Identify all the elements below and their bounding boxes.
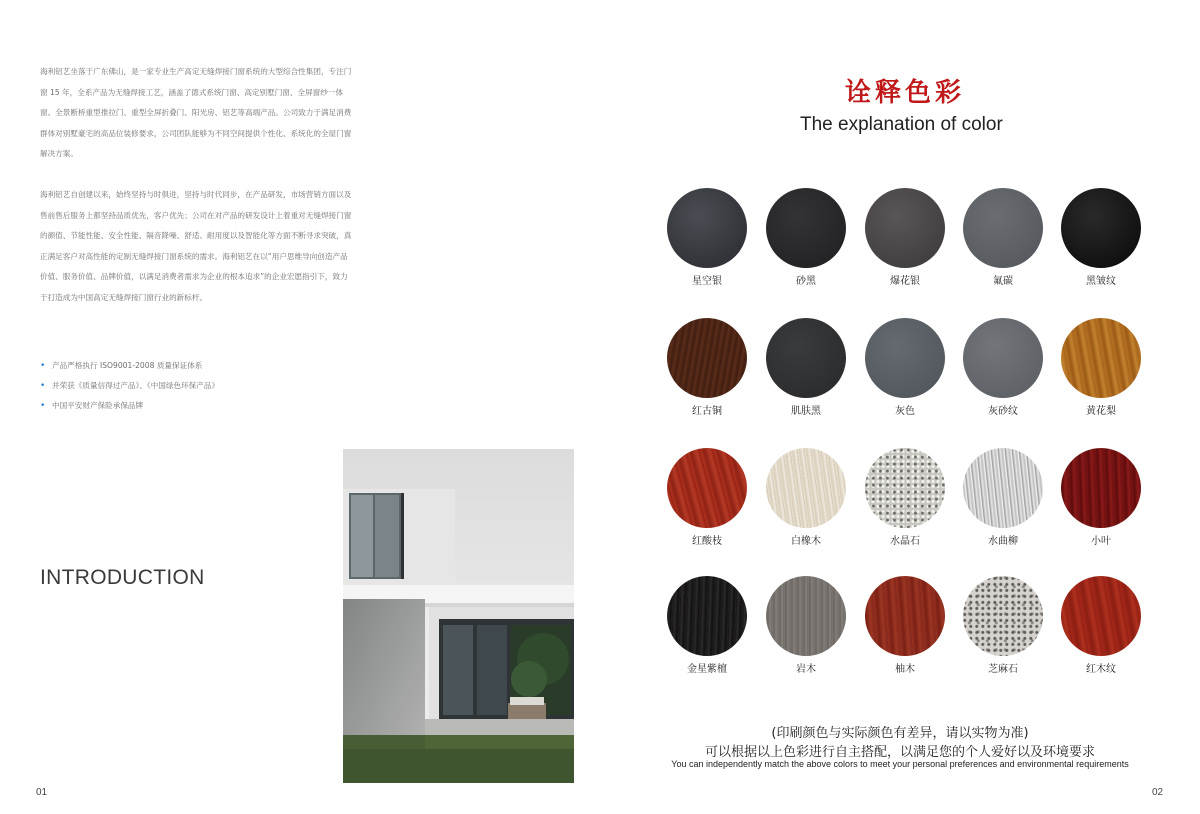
swatch-label: 红古铜 [692,406,722,417]
swatch-label: 水晶石 [890,536,920,547]
swatch-item [761,446,851,566]
swatch-disc [1061,188,1141,268]
swatch-disc [963,576,1043,656]
right-page [600,0,1200,814]
swatch-label: 金星紫檀 [687,664,727,675]
swatch-item [662,446,752,566]
swatch-disc [963,448,1043,528]
intro-paragraph-2: 海利铝艺自创建以来，始终坚持与时俱进，坚持与时代同步，在产品研发，市场营销方面以及售前售后服务上都坚持品质优先，客户优先；公司在对产品的研发设计上着重对无缝焊接门窗的颜值、节能性能、安全性能、隔音降噪、舒适、耐用度以及智能化等方面不断寻求突破，真正满足客户对高性能的定制无缝焊接门窗系统的需求。海利铝艺在以“用户思维导向创造产品价值、服务价值、品牌价值，以满足消费者需求为企业的根本追求”的企业宏愿指引下，致力于打造成为中国高定无缝焊接门窗行业的新标杆。 [40,189,352,302]
swatch-label: 肌肤黑 [791,406,821,417]
swatch-disc [667,188,747,268]
color-swatch-grid [662,186,1162,706]
swatch-label: 灰砂纹 [988,406,1018,417]
swatch-label: 红木纹 [1086,664,1116,675]
swatch-item [662,574,752,694]
certification-item: • 并荣获《质量信得过产品》、《中国绿色环保产品》 [40,378,219,398]
certification-list [40,358,219,418]
introduction-heading: INTRODUCTION [40,566,205,589]
swatch-item [1056,186,1146,306]
swatch-label: 白橡木 [791,536,821,547]
swatch-disc [963,318,1043,398]
swatch-item [958,186,1048,306]
swatch-label: 红酸枝 [692,536,722,547]
swatch-disc [667,448,747,528]
swatch-disc [766,576,846,656]
building-photo [343,449,574,783]
swatch-disc [865,318,945,398]
swatch-label: 黄花梨 [1086,406,1116,417]
swatch-disc [766,448,846,528]
swatch-item [1056,316,1146,436]
swatch-disc [1061,576,1141,656]
swatch-item [860,574,950,694]
page-number-left: 01 [36,787,48,798]
color-matching-note-english: You can independently match the above colors to meet your personal preferences and environmental requirements [671,759,1129,769]
swatch-label: 爆花银 [890,276,920,287]
swatch-label: 黑皱纹 [1086,276,1116,287]
swatch-disc [766,318,846,398]
swatch-item [1056,574,1146,694]
swatch-label: 砂黑 [796,276,816,287]
swatch-disc [865,188,945,268]
swatch-item [958,446,1048,566]
swatch-disc [865,448,945,528]
swatch-disc [963,188,1043,268]
swatch-label: 柚木 [895,664,915,675]
swatch-disc [667,318,747,398]
color-matching-note: 可以根据以上色彩进行自主搭配，以满足您的个人爱好以及环境要求 [704,745,1095,760]
swatch-label: 小叶 [1091,536,1111,547]
swatch-label: 氟碳 [993,276,1013,287]
color-title-english: The explanation of color [800,114,1003,135]
swatch-label: 灰色 [895,406,915,417]
certification-item: • 产品严格执行 ISO9001-2008 质量保证体系 [40,358,219,378]
swatch-item [958,316,1048,436]
certification-item: • 中国平安财产保险承保品牌 [40,398,219,418]
swatch-label: 芝麻石 [988,664,1018,675]
swatch-disc [766,188,846,268]
page-number-right: 02 [1152,787,1164,798]
intro-paragraph-1: 海利铝艺坐落于广东佛山，是一家专业生产高定无缝焊接门窗系统的大型综合性集团，专注门窗 15 年，全系产品为无缝焊接工艺，涵盖了德式系统门窗、高定别墅门窗、全屏窗纱一体窗、全景断桥重型推拉门、重型全屏折叠门、阳光房、铝艺等高端产品。公司致力于满足消费群体对别墅豪宅的高品位装修要求，公司团队能够为不同空间提供个性化、系统化的全屋门窗解决方案。 [40,67,352,159]
swatch-item [860,186,950,306]
swatch-item [761,316,851,436]
swatch-item [860,316,950,436]
swatch-item [1056,446,1146,566]
swatch-item [860,446,950,566]
swatch-label: 星空银 [692,276,722,287]
print-color-disclaimer: (印刷颜色与实际颜色有差异，请以实物为准) [771,726,1029,741]
swatch-disc [1061,448,1141,528]
swatch-disc [667,576,747,656]
swatch-item [958,574,1048,694]
swatch-item [662,316,752,436]
swatch-item [761,186,851,306]
swatch-disc [865,576,945,656]
swatch-item [761,574,851,694]
swatch-item [662,186,752,306]
building-photo-illustration [343,449,574,783]
color-title-chinese: 诠释色彩 [845,78,966,108]
swatch-disc [1061,318,1141,398]
swatch-label: 水曲柳 [988,536,1018,547]
swatch-label: 岩木 [796,664,816,675]
introduction-text [40,62,352,329]
